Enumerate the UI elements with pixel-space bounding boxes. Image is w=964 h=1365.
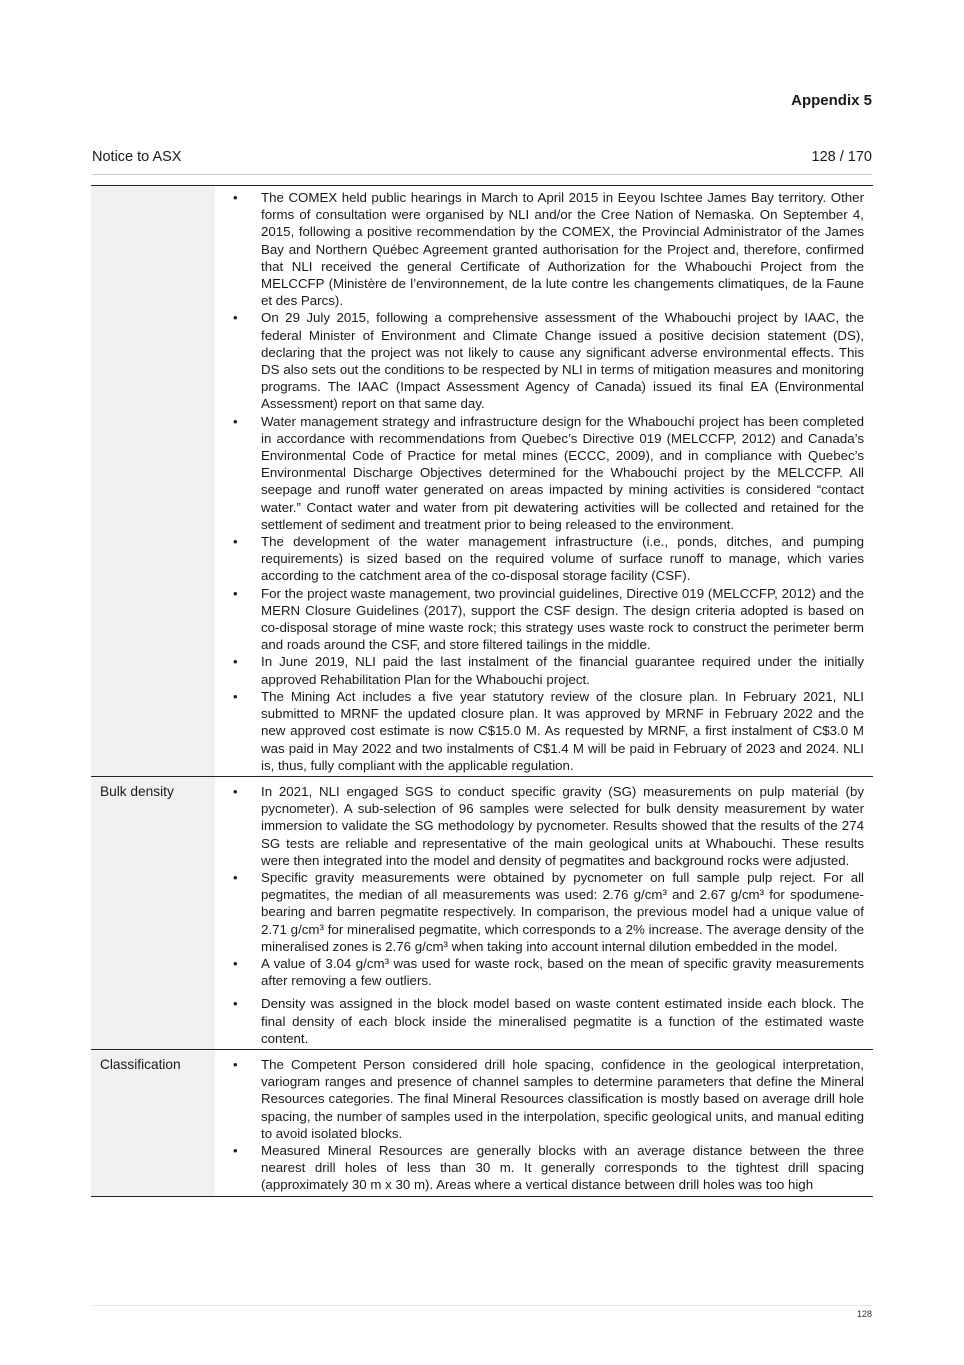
list-item: • Density was assigned in the block model based on waste content estimated inside each block. The final density of each block inside the mineralised pegmatite is a function of the estimated waste content.	[233, 996, 864, 1046]
table-row	[91, 777, 873, 1050]
list-item: • Measured Mineral Resources are generally blocks with an average distance between the three nearest drill holes of less than 30 m. It generally corresponds to the tightest drill spacing (approximately 30 m x 30 m). Areas where a vertical distance between drill holes was too high	[233, 1142, 864, 1193]
list-item: • In 2021, NLI engaged SGS to conduct specific gravity (SG) measurements on pulp material (by pycnometer). A sub-selection of 96 samples were selected for bulk density measurement by water immersion to validate the SG methodology by pycnometer. Results showed that the results of the 274 SG tests are reliable and representative of the main geological units at Whabouchi. These results were then integrated into the model and density of pegmatites and background rocks were adjusted.	[233, 783, 864, 868]
list-item: • Water management strategy and infrastructure design for the Whabouchi project has been completed in accordance with recommendations from Quebec’s Directive 019 (MELCCFP, 2012) and Canada’s Environmental Code of Practice for metal mines (ECCC, 2009), and in compliance with Quebec’s Environmental Discharge Objectives determined for the Whabouchi project by the MELCCFP. All seepage and runoff water generated on areas impacted by mining activities is considered “contact water.” Contact water and water from pit dewatering activities will be collected and retained for the settlement of sediment and treatment prior to being released to the environment.	[233, 413, 864, 532]
table-row	[91, 186, 873, 777]
list-item: • The COMEX held public hearings in March to April 2015 in Eeyou Ischtee James Bay territory. Other forms of consultation were organised by NLI and/or the Cree Nation of Nemaska. On September 4, 2015, following a positive recommendation by the COMEX, the Provincial Administrator of the James Bay and Northern Québec Agreement granted authorisation for the Project and, therefore, confirmed that NLI received the general Certificate of Authorization for the Whabouchi Project from the MELCCFP (Ministère de l’environnement, de la lute contre les changements climatiques, de la Faune et des Parcs).	[233, 190, 864, 309]
list-item: • On 29 July 2015, following a comprehensive assessment of the Whabouchi project by IAAC, the federal Minister of Environment and Climate Change issued a positive decision statement (DS), declaring that the project was not likely to cause any significant adverse environmental effects. This DS also sets out the conditions to be respected by NLI in terms of mitigation measures and monitoring programs. The IAAC (Impact Assessment Agency of Canada) issued its final EA (Environmental Assessment) report on that same day.	[233, 310, 864, 412]
row-content	[215, 777, 873, 1049]
row-label	[91, 186, 215, 776]
table-row	[91, 1050, 873, 1197]
list-item: • The Mining Act includes a five year statutory review of the closure plan. In February 2021, NLI submitted to MRNF the updated closure plan. It was approved by MRNF in February 2022 and the new approved cost estimate is now C$15.0 M. As requested by MRNF, a first instalment of C$3.0 M was paid in May 2022 and two instalments of C$1.4 M will be paid in February of 2023 and 2024. NLI is, thus, fully compliant with the applicable regulation.	[233, 688, 864, 773]
list-item: • The Competent Person considered drill hole spacing, confidence in the geological interpretation, variogram ranges and presence of channel samples to determine parameters that define the Mineral Resources categories. The final Mineral Resources classification is mostly based on average drill hole spacing, the number of samples used in the interpolation, specific geological units, and manual editing to avoid isolated blocks.	[233, 1056, 864, 1141]
page-counter: 128 / 170	[811, 149, 872, 165]
row-content	[215, 186, 873, 776]
row-label: Bulk density	[91, 777, 215, 1049]
list-item: • For the project waste management, two provincial guidelines, Directive 019 (MELCCFP, 2012) and the MERN Closure Guidelines (2017), support the CSF design. The design criteria adopted is based on co-disposal storage of mine waste rock; this strategy uses waste rock to construct the perimeter berm and roads around the CSF, and store filtered tailings in the middle.	[233, 585, 864, 653]
page-number: 128	[856, 1309, 872, 1319]
appendix-label: Appendix 5	[791, 92, 872, 109]
row-content	[215, 1050, 873, 1196]
header-divider	[92, 174, 872, 175]
row-label: Classification	[91, 1050, 215, 1196]
list-item: • A value of 3.04 g/cm³ was used for waste rock, based on the mean of specific gravity measurements after removing a few outliers.	[233, 955, 864, 989]
jorc-table	[91, 185, 873, 1197]
list-item: • In June 2019, NLI paid the last instalment of the financial guarantee required under the initially approved Rehabilitation Plan for the Whabouchi project.	[233, 654, 864, 687]
list-item: • The development of the water management infrastructure (i.e., ponds, ditches, and pumping requirements) is sized based on the required volume of surface runoff to manage, which varies according to the catchment area of the co-disposal storage facility (CSF).	[233, 534, 864, 584]
document-title: Notice to ASX	[92, 149, 182, 165]
footer-divider	[92, 1305, 872, 1306]
list-item: • Specific gravity measurements were obtained by pycnometer on full sample pulp reject. For all pegmatites, the median of all measurements was used: 2.76 g/cm³ and 2.67 g/cm³ for spodumene-bearing and barren pegmatite respectively. In comparison, the previous model had a unique value of 2.71 g/cm³ for mineralised pegmatite, which corresponds to a 2% increase. The average density of the mineralised zones is 2.76 g/cm³ when taking into account internal dilution embedded in the model.	[233, 869, 864, 954]
